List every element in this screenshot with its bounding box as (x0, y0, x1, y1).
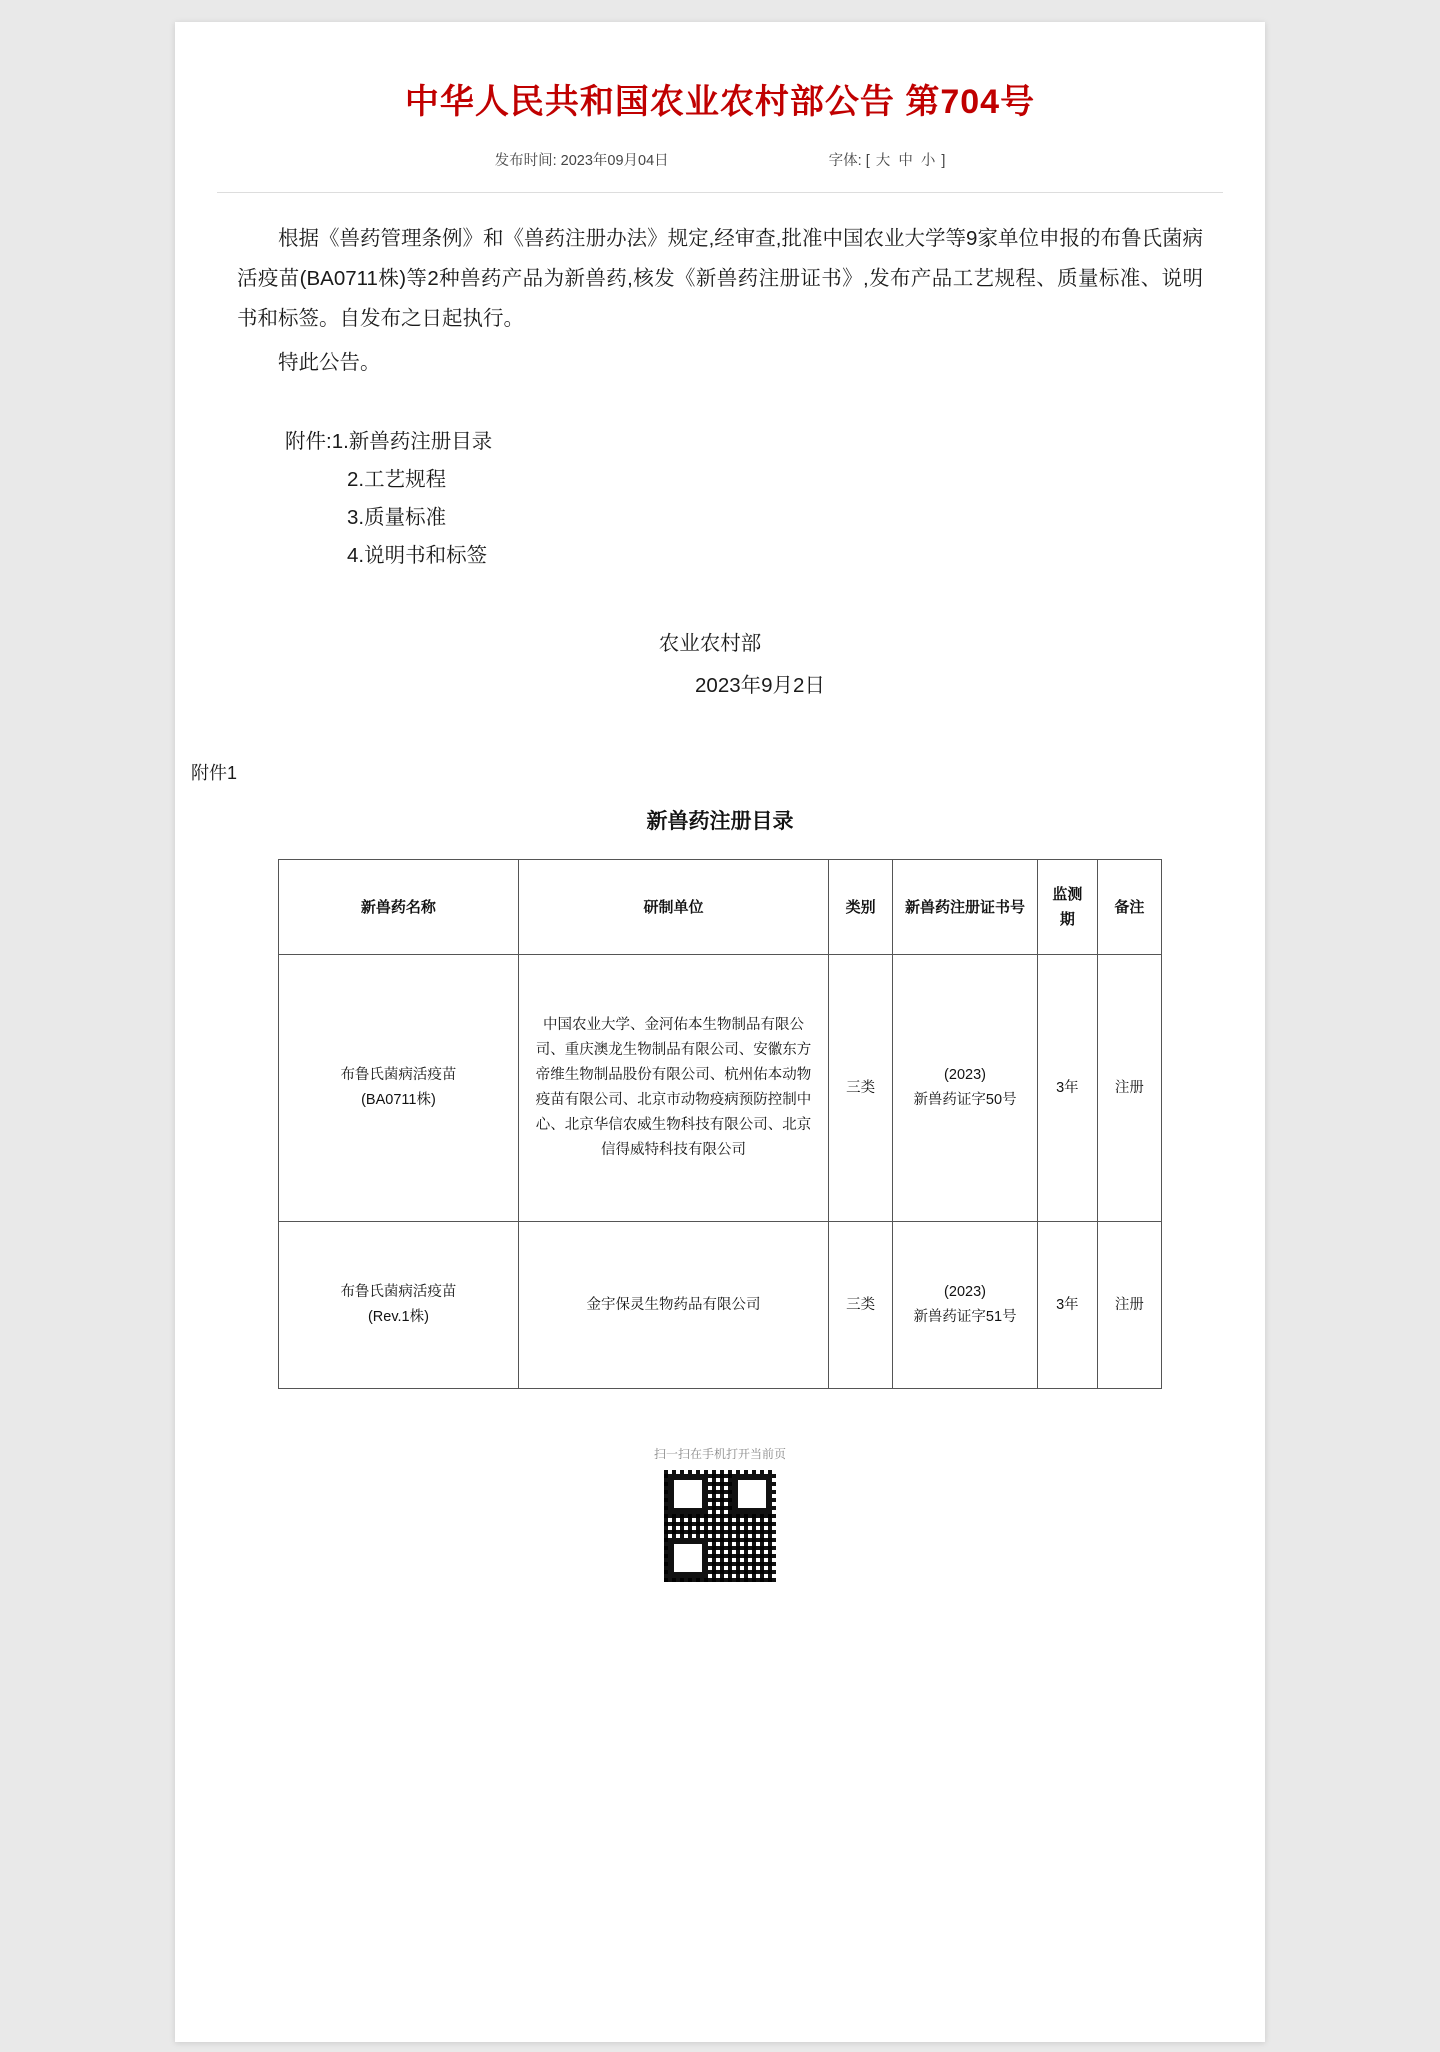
attachment-list (237, 423, 1203, 575)
cell-monitor-period: 3年 (1037, 955, 1097, 1222)
signature-date: 2023年9月2日 (695, 674, 825, 697)
font-size-small-link[interactable]: 小 (920, 153, 936, 169)
cell-remark: 注册 (1097, 955, 1161, 1222)
column-header-certificate: 新兽药注册证书号 (893, 860, 1038, 955)
certificate-serial: 新兽药证字51号 (913, 1309, 1017, 1325)
font-size-medium-link[interactable]: 中 (898, 153, 913, 169)
qr-footer (175, 1445, 1265, 1582)
bracket-close: ] (941, 153, 946, 169)
publish-info (495, 149, 669, 170)
attachment-label: 附件: (285, 430, 332, 453)
column-header-remark: 备注 (1097, 860, 1161, 955)
drug-name-line1: 布鲁氏菌病活疫苗 (340, 1067, 457, 1083)
publish-label: 发布时间: (494, 153, 557, 169)
font-size-large-link[interactable]: 大 (875, 153, 891, 169)
font-size-label: 字体: (828, 153, 862, 169)
attachment-item-4: 4.说明书和标签 (347, 544, 488, 567)
drug-name-line2: (Rev.1株) (367, 1309, 429, 1325)
qr-code-image (664, 1470, 776, 1582)
attachment1-label: 附件1 (191, 763, 238, 783)
cell-monitor-period: 3年 (1037, 1222, 1097, 1389)
table-row (279, 1222, 1162, 1389)
column-header-units: 研制单位 (518, 860, 828, 955)
cell-drug-name (279, 1222, 519, 1389)
cell-category: 三类 (829, 955, 893, 1222)
column-header-category: 类别 (829, 860, 893, 955)
bracket-open: [ (865, 153, 870, 169)
certificate-year: (2023) (944, 1067, 986, 1083)
cell-research-units: 金宇保灵生物药品有限公司 (518, 1222, 828, 1389)
attachment1-title: 新兽药注册目录 (646, 810, 794, 833)
cell-research-units: 中国农业大学、金河佑本生物制品有限公司、重庆澳龙生物制品有限公司、安徽东方帝维生物制品股份有限公司、杭州佑本动物疫苗有限公司、北京市动物疫病预防控制中心、北京华信农威生物科技有限公司、北京信得威特科技有限公司 (518, 955, 828, 1222)
table-header-row (279, 860, 1162, 955)
document-page (175, 22, 1265, 2042)
table-row (279, 955, 1162, 1222)
font-size-control (829, 149, 946, 170)
drug-name-line1: 布鲁氏菌病活疫苗 (340, 1284, 457, 1300)
column-header-period: 监测期 (1037, 860, 1097, 955)
cell-drug-name (279, 955, 519, 1222)
column-header-name: 新兽药名称 (279, 860, 519, 955)
cell-certificate-number (893, 1222, 1038, 1389)
qr-eye-icon (668, 1538, 708, 1578)
certificate-year: (2023) (944, 1284, 986, 1300)
registration-table (278, 859, 1162, 1389)
body-paragraph-2: 特此公告。 (278, 351, 381, 374)
cell-category: 三类 (829, 1222, 893, 1389)
attachment-list-first-line (237, 423, 1203, 461)
attachment-item-2: 2.工艺规程 (347, 468, 447, 491)
qr-caption: 扫一扫在手机打开当前页 (653, 1447, 786, 1461)
attachment-item-1: 1.新兽药注册目录 (331, 430, 493, 453)
cell-certificate-number (893, 955, 1038, 1222)
signature-block (237, 623, 1203, 707)
publish-date: 2023年09月04日 (560, 153, 669, 169)
page-title: 中华人民共和国农业农村部公告 第704号 (404, 83, 1036, 121)
certificate-serial: 新兽药证字50号 (913, 1092, 1017, 1108)
signature-name: 农业农村部 (658, 632, 762, 655)
document-meta (175, 149, 1265, 170)
document-body (175, 219, 1265, 707)
drug-name-line2: (BA0711株) (361, 1092, 436, 1108)
cell-remark: 注册 (1097, 1222, 1161, 1389)
attachment-item-3: 3.质量标准 (347, 506, 447, 529)
header-divider (217, 192, 1223, 193)
body-paragraph-1: 根据《兽药管理条例》和《兽药注册办法》规定,经审查,批准中国农业大学等9家单位申报的布鲁氏菌病活疫苗(BA0711株)等2种兽药产品为新兽药,核发《新兽药注册证书》,发布产品工艺规程、质量标准、说明书和标签。自发布之日起执行。 (237, 227, 1203, 330)
